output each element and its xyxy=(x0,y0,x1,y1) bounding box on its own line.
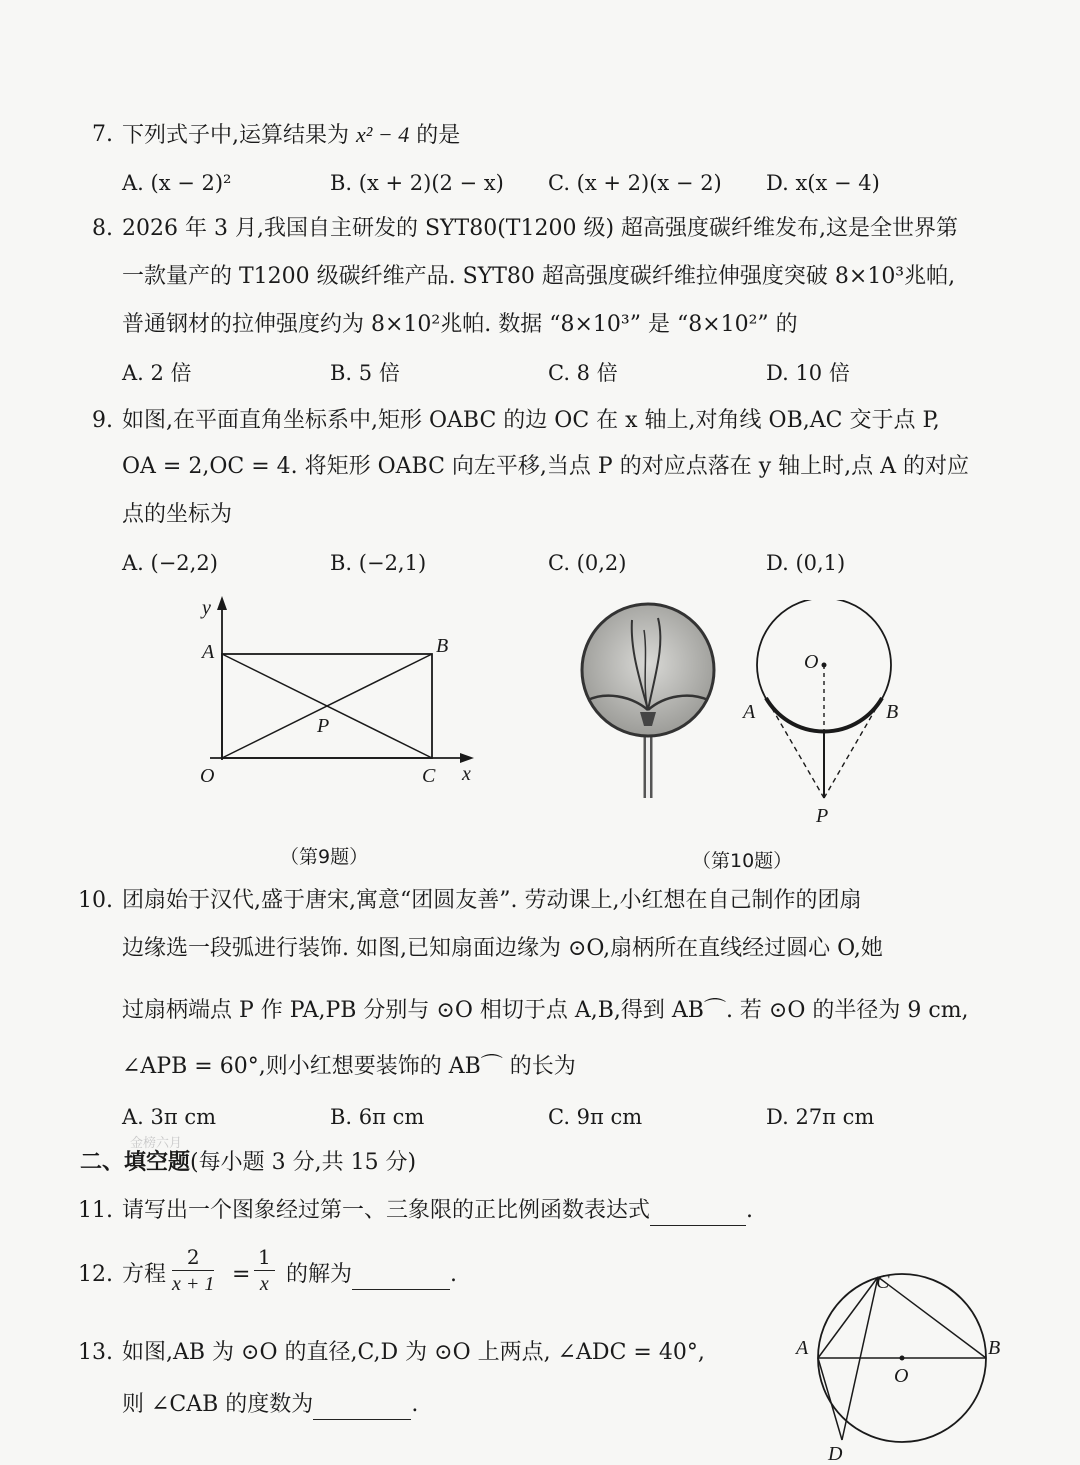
q7-option-d: D. x(x − 4) xyxy=(766,171,880,195)
label-b: B xyxy=(436,635,449,657)
y-axis-arrow xyxy=(217,596,227,610)
q7-stem-post: 的是 xyxy=(409,123,461,148)
q9-line-2: OA = 2,OC = 4. 将矩形 OABC 向左平移,当点 P 的对应点落在 y 轴上时,点 A 的对应 xyxy=(122,454,969,479)
q12-pre: 方程 xyxy=(122,1262,167,1287)
label-o: O xyxy=(894,1365,909,1387)
x-axis-arrow xyxy=(460,753,474,763)
q11-stem: 请写出一个图象经过第一、三象限的正比例函数表达式 xyxy=(122,1198,651,1223)
figure-10-fan-diagram xyxy=(570,600,930,830)
label-p: P xyxy=(816,805,829,827)
q11-answer-blank[interactable] xyxy=(650,1201,746,1226)
q10-option-c: C. 9π cm xyxy=(548,1105,643,1129)
label-p: P xyxy=(317,715,330,737)
figure-9-caption: （第9题） xyxy=(280,846,369,868)
q10-number: 10. xyxy=(78,888,113,913)
q13-number: 13. xyxy=(78,1340,113,1365)
q13-answer-blank[interactable] xyxy=(313,1395,411,1420)
q13-line-1: 如图,AB 为 ⊙O 的直径,C,D 为 ⊙O 上两点, ∠ADC = 40°, xyxy=(122,1340,705,1365)
q7-stem xyxy=(122,120,460,151)
q9-number: 9. xyxy=(92,408,113,433)
q11-end: . xyxy=(746,1198,754,1223)
q12-lhs-fraction xyxy=(172,1244,214,1297)
center-o-dot xyxy=(900,1356,905,1361)
figure-9-rectangle-diagram xyxy=(180,590,490,810)
label-x: x xyxy=(462,763,471,785)
chord-ad xyxy=(818,1358,842,1440)
label-o: O xyxy=(200,765,215,787)
figure-13-circle-diagram xyxy=(792,1272,1012,1465)
q9-line-1: 如图,在平面直角坐标系中,矩形 OABC 的边 OC 在 x 轴上,对角线 OB,AC 交于点 P, xyxy=(122,408,940,433)
label-c: C xyxy=(876,1272,890,1293)
watermark-text: 金榜六月 xyxy=(130,1136,183,1151)
q7-stem-pre: 下列式子中,运算结果为 xyxy=(122,123,356,148)
q10-line-3: 过扇柄端点 P 作 PA,PB 分别与 ⊙O 相切于点 A,B,得到 AB⌒. 若 ⊙O 的半径为 9 cm, xyxy=(122,998,969,1023)
center-o-dot xyxy=(822,663,827,668)
q7-number: 7. xyxy=(92,122,113,147)
label-b: B xyxy=(886,701,899,723)
q7-stem-math: x² − 4 xyxy=(356,122,410,147)
q10-line-2: 边缘选一段弧进行装饰. 如图,已知扇面边缘为 ⊙O,扇柄所在直线经过圆心 O,她 xyxy=(122,936,883,961)
fan-picture xyxy=(582,604,714,798)
q12-lhs-denominator: x + 1 xyxy=(172,1273,215,1295)
figure-10-caption: （第10题） xyxy=(692,850,793,872)
tangent-pa xyxy=(766,698,824,798)
label-a: A xyxy=(743,701,756,723)
q9-option-a: A. (−2,2) xyxy=(122,551,218,575)
q12-equals: = xyxy=(232,1262,251,1287)
q9-option-b: B. (−2,1) xyxy=(330,551,427,575)
q8-line-3: 普通钢材的拉伸强度约为 8×10²兆帕. 数据 “8×10³” 是 “8×10²” 的 xyxy=(122,312,798,337)
q8-line-2: 一款量产的 T1200 级碳纤维产品. SYT80 超高强度碳纤维拉伸强度突破 8×10³兆帕, xyxy=(122,264,956,289)
section-2-heading xyxy=(80,1148,416,1178)
q12-rhs-fraction xyxy=(254,1244,275,1297)
section-2-title: 二、填空题 xyxy=(80,1150,191,1175)
q8-number: 8. xyxy=(92,216,113,241)
q7-option-b: B. (x + 2)(2 − x) xyxy=(330,171,504,195)
q10-line-4: ∠APB = 60°,则小红想要装饰的 AB⌒ 的长为 xyxy=(122,1054,576,1079)
q8-option-c: C. 8 倍 xyxy=(548,361,618,385)
q11-text xyxy=(122,1196,753,1226)
label-a: A xyxy=(202,641,215,663)
label-c: C xyxy=(422,765,436,787)
q12-post xyxy=(286,1260,457,1290)
section-2-scoring: (每小题 3 分,共 15 分) xyxy=(190,1150,417,1175)
label-a: A xyxy=(796,1337,809,1359)
q11-number: 11. xyxy=(78,1198,113,1223)
q13-end: . xyxy=(411,1392,419,1417)
q9-option-c: C. (0,2) xyxy=(548,551,627,575)
q13-line-2 xyxy=(122,1390,418,1420)
q9-line-3: 点的坐标为 xyxy=(122,502,233,527)
q13-stem: 则 ∠CAB 的度数为 xyxy=(122,1392,314,1417)
q7-option-a: A. (x − 2)² xyxy=(122,171,232,195)
q9-option-d: D. (0,1) xyxy=(766,551,846,575)
q8-option-d: D. 10 倍 xyxy=(766,361,850,385)
chord-cb xyxy=(878,1277,986,1358)
q7-option-c: C. (x + 2)(x − 2) xyxy=(548,171,722,195)
q8-line-1: 2026 年 3 月,我国自主研发的 SYT80(T1200 级) 超高强度碳纤维发布,这是全世界第 xyxy=(122,216,959,241)
label-d: D xyxy=(828,1443,843,1465)
q10-line-1: 团扇始于汉代,盛于唐宋,寓意“团圆友善”. 劳动课上,小红想在自己制作的团扇 xyxy=(122,888,862,913)
q8-option-b: B. 5 倍 xyxy=(330,361,400,385)
q12-rhs-numerator: 1 xyxy=(254,1244,275,1271)
q12-lhs-numerator: 2 xyxy=(172,1244,214,1271)
q10-option-d: D. 27π cm xyxy=(766,1105,875,1129)
label-o: O xyxy=(804,651,819,673)
q8-option-a: A. 2 倍 xyxy=(122,361,192,385)
q12-end: . xyxy=(450,1262,458,1287)
label-y: y xyxy=(202,597,211,619)
q12-answer-blank[interactable] xyxy=(352,1265,450,1290)
q12-number: 12. xyxy=(78,1262,113,1287)
circle-tangent-diagram xyxy=(741,600,898,827)
q12-rhs-denominator: x xyxy=(259,1273,269,1295)
q12-post-text: 的解为 xyxy=(286,1262,353,1287)
q10-option-a: A. 3π cm xyxy=(122,1105,217,1129)
tangent-pb xyxy=(824,698,882,798)
q10-option-b: B. 6π cm xyxy=(330,1105,425,1129)
label-b: B xyxy=(988,1337,1001,1359)
